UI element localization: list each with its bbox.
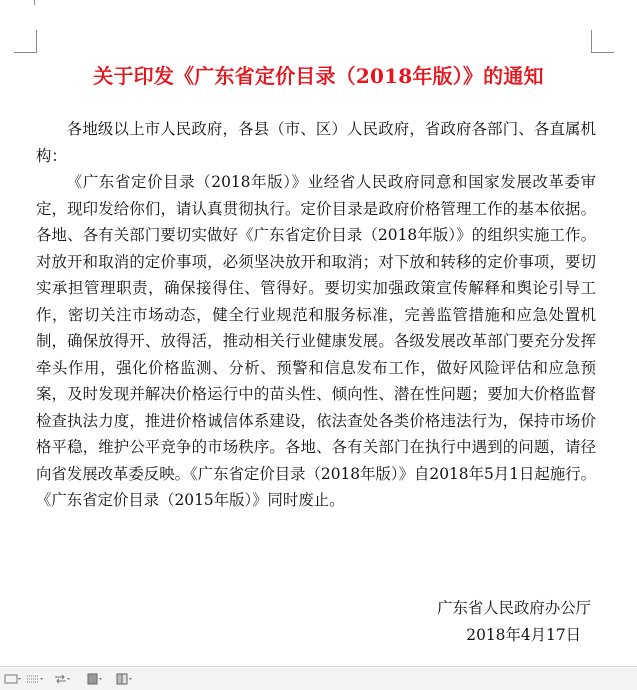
signature-date: 2018年4月17日 [466, 625, 581, 644]
signature-issuer: 广东省人民政府办公厅 [437, 599, 591, 617]
main-paragraph: 《广东省定价目录（2018年版）》业经省人民政府同意和国家发展改革委审定，现印发给你们，请认真贯彻执行。定价目录是政府价格管理工作的基本依据。各地、各有关部门要切实做好《广东省定价目录（2018年版）》的组织实施工作。对放开和取消的定价事项，必须坚决放开和取消；对下放和转移的定价事项，要切实承担管理职责，确保接得住、管得好。要切实加强政策宣传解释和舆论引导工作，密切关注市场动态，健全行业规范和服务标准，完善监管措施和应急处置机制，确保放得开、放得活，推动相关行业健康发展。各级发展改革部门要充分发挥牵头作用，强化价格监测、分析、预警和信息发布工作，做好风险评估和应急预案，及时发现并解决价格运行中的苗头性、倾向性、潜在性问题；要加大价格监督检查执法力度，推进价格诚信体系建设，依法查处各类价格违法行为，保持市场价格平稳，维护公平竞争的市场秩序。各地、各有关部门在执行中遇到的问题，请径向省发展改革委反映。《广东省定价目录（2018年版）》自2018年5月1日起施行。《广东省定价目录（2015年版）》同时废止。 [36, 173, 596, 509]
print-layout-icon[interactable] [86, 673, 104, 685]
margin-corner-top-right [591, 30, 614, 53]
web-layout-icon[interactable] [54, 673, 72, 685]
signature-block [437, 595, 591, 648]
view-mode-icon[interactable] [4, 673, 22, 685]
salutation-paragraph: 各地级以上市人民政府，各县（市、区）人民政府，省政府各部门、各直属机构： [36, 120, 596, 165]
outline-icon[interactable] [26, 673, 44, 685]
reading-mode-icon[interactable] [116, 673, 134, 685]
document-title: 关于印发《广东省定价目录（2018年版）》的通知 [93, 64, 544, 88]
document-body[interactable] [36, 116, 596, 514]
status-bar [0, 666, 637, 690]
ruler-marker [34, 0, 35, 5]
margin-corner-top-left [14, 30, 37, 53]
